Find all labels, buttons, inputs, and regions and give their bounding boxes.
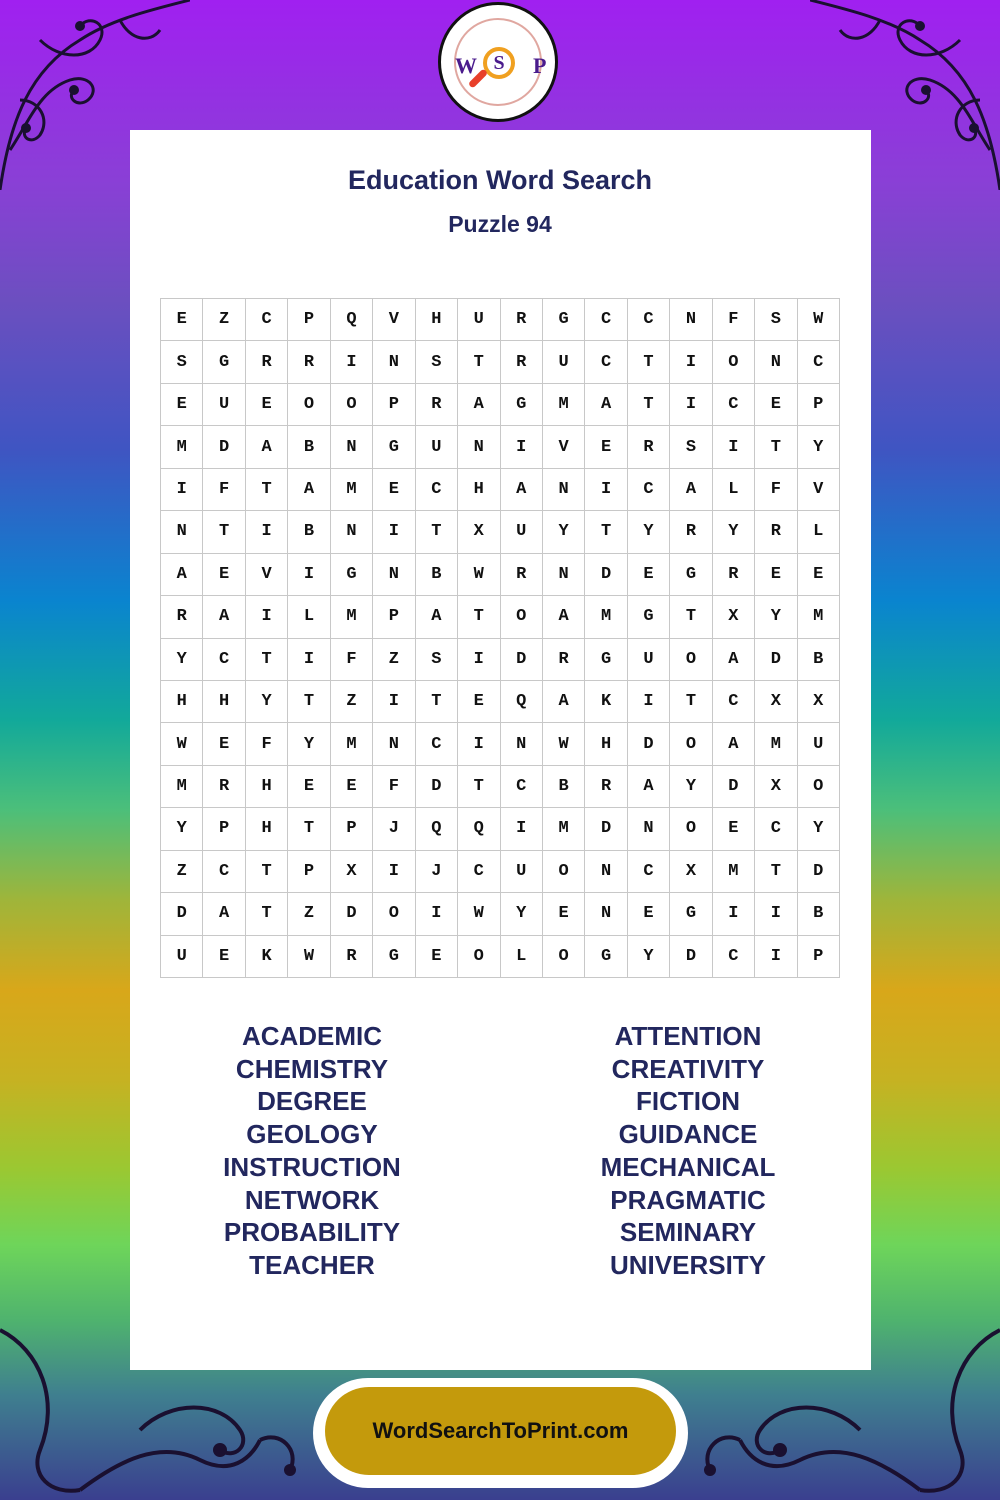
grid-cell[interactable]: S <box>416 341 458 383</box>
grid-cell[interactable]: H <box>203 681 245 723</box>
grid-cell[interactable]: T <box>246 639 288 681</box>
grid-cell[interactable]: Y <box>798 426 840 468</box>
grid-cell[interactable]: G <box>585 936 627 978</box>
grid-cell[interactable]: T <box>458 766 500 808</box>
grid-cell[interactable]: X <box>458 511 500 553</box>
grid-cell[interactable]: C <box>798 341 840 383</box>
grid-cell[interactable]: R <box>501 554 543 596</box>
grid-cell[interactable]: I <box>373 511 415 553</box>
puzzle-title: Education Word Search <box>347 165 653 195</box>
grid-cell[interactable]: C <box>713 681 755 723</box>
grid-cell[interactable]: F <box>373 766 415 808</box>
grid-cell[interactable]: E <box>161 384 203 426</box>
grid-cell[interactable]: S <box>670 426 712 468</box>
grid-cell[interactable]: A <box>416 596 458 638</box>
grid-cell[interactable]: E <box>373 469 415 511</box>
puzzle-subtitle: Puzzle 94 <box>448 211 552 237</box>
grid-cell[interactable]: V <box>246 554 288 596</box>
grid-cell[interactable]: I <box>458 639 500 681</box>
grid-cell[interactable]: I <box>755 893 797 935</box>
grid-cell[interactable]: A <box>713 723 755 765</box>
grid-cell[interactable]: M <box>713 851 755 893</box>
grid-cell[interactable]: D <box>755 639 797 681</box>
grid-cell[interactable]: A <box>670 469 712 511</box>
grid-cell[interactable]: N <box>373 341 415 383</box>
grid-cell[interactable]: C <box>713 384 755 426</box>
grid-cell[interactable]: I <box>288 554 330 596</box>
grid-cell[interactable]: K <box>585 681 627 723</box>
grid-cell[interactable]: U <box>543 341 585 383</box>
grid-cell[interactable]: M <box>161 426 203 468</box>
grid-cell[interactable]: C <box>458 851 500 893</box>
grid-cell[interactable]: R <box>755 511 797 553</box>
grid-cell[interactable]: X <box>331 851 373 893</box>
grid-cell[interactable]: R <box>203 766 245 808</box>
grid-cell[interactable]: F <box>755 469 797 511</box>
grid-cell[interactable]: Y <box>798 808 840 850</box>
grid-cell[interactable]: O <box>670 723 712 765</box>
grid-cell[interactable]: W <box>798 299 840 341</box>
grid-cell[interactable]: Y <box>246 681 288 723</box>
grid-cell[interactable]: P <box>373 596 415 638</box>
grid-cell[interactable]: T <box>670 596 712 638</box>
grid-cell[interactable]: B <box>798 639 840 681</box>
grid-cell[interactable]: R <box>670 511 712 553</box>
grid-cell[interactable]: Q <box>458 808 500 850</box>
grid-cell[interactable]: U <box>501 851 543 893</box>
grid-cell[interactable]: I <box>713 893 755 935</box>
grid-cell[interactable]: O <box>670 639 712 681</box>
grid-cell[interactable]: B <box>543 766 585 808</box>
grid-cell[interactable]: P <box>288 299 330 341</box>
grid-cell[interactable]: I <box>161 469 203 511</box>
grid-cell[interactable]: D <box>501 639 543 681</box>
grid-cell[interactable]: E <box>713 808 755 850</box>
grid-cell[interactable]: I <box>755 936 797 978</box>
word-list-item: FICTION <box>636 1086 740 1117</box>
grid-cell[interactable]: G <box>203 341 245 383</box>
word-list-item: GUIDANCE <box>618 1119 758 1150</box>
grid-cell[interactable]: Z <box>373 639 415 681</box>
grid-cell[interactable]: C <box>713 936 755 978</box>
grid-cell[interactable]: Y <box>628 936 670 978</box>
grid-cell[interactable]: A <box>458 384 500 426</box>
grid-cell[interactable]: Q <box>501 681 543 723</box>
grid-cell[interactable]: D <box>416 766 458 808</box>
grid-cell[interactable]: B <box>288 426 330 468</box>
grid-cell[interactable]: E <box>203 936 245 978</box>
grid-cell[interactable]: Y <box>161 639 203 681</box>
word-list-item: CREATIVITY <box>611 1053 765 1084</box>
grid-cell[interactable]: Z <box>331 681 373 723</box>
grid-cell[interactable]: O <box>288 384 330 426</box>
grid-cell[interactable]: C <box>416 469 458 511</box>
word-list-item: TEACHER <box>249 1249 375 1280</box>
grid-cell[interactable]: F <box>203 469 245 511</box>
word-list-item: DEGREE <box>257 1086 367 1117</box>
word-list-item: MECHANICAL <box>600 1151 776 1182</box>
grid-cell[interactable]: T <box>755 426 797 468</box>
grid-cell[interactable]: P <box>331 808 373 850</box>
grid-cell[interactable]: A <box>543 681 585 723</box>
grid-cell[interactable]: I <box>246 511 288 553</box>
grid-cell[interactable]: G <box>331 554 373 596</box>
grid-cell[interactable]: Y <box>713 511 755 553</box>
grid-cell[interactable]: E <box>246 384 288 426</box>
grid-cell[interactable]: V <box>798 469 840 511</box>
grid-cell[interactable]: E <box>628 554 670 596</box>
grid-cell[interactable]: O <box>670 808 712 850</box>
grid-cell[interactable]: M <box>755 723 797 765</box>
grid-cell[interactable]: R <box>501 299 543 341</box>
grid-cell[interactable]: C <box>628 851 670 893</box>
grid-cell[interactable]: T <box>246 851 288 893</box>
grid-cell[interactable]: D <box>331 893 373 935</box>
grid-cell[interactable]: H <box>585 723 627 765</box>
grid-cell[interactable]: T <box>458 596 500 638</box>
magnifier-icon <box>483 47 515 79</box>
grid-cell[interactable]: U <box>501 511 543 553</box>
grid-cell[interactable]: X <box>755 766 797 808</box>
wsp-logo <box>438 2 558 122</box>
grid-cell[interactable]: C <box>246 299 288 341</box>
word-list-item: ACADEMIC <box>241 1021 383 1051</box>
grid-cell[interactable]: B <box>798 893 840 935</box>
grid-cell[interactable]: W <box>161 723 203 765</box>
grid-cell[interactable]: P <box>288 851 330 893</box>
grid-cell[interactable]: B <box>288 511 330 553</box>
grid-cell[interactable]: S <box>755 299 797 341</box>
grid-cell[interactable]: F <box>246 723 288 765</box>
word-list-item: NETWORK <box>244 1184 380 1215</box>
grid-cell[interactable]: R <box>161 596 203 638</box>
grid-cell[interactable]: O <box>458 936 500 978</box>
word-list-item: PRAGMATIC <box>610 1184 766 1215</box>
grid-cell[interactable]: C <box>203 639 245 681</box>
grid-cell[interactable]: F <box>713 299 755 341</box>
grid-cell[interactable]: C <box>585 299 627 341</box>
grid-cell[interactable]: E <box>203 723 245 765</box>
grid-cell[interactable]: M <box>331 596 373 638</box>
grid-cell[interactable]: E <box>416 936 458 978</box>
grid-cell[interactable]: M <box>331 469 373 511</box>
grid-cell[interactable]: G <box>373 936 415 978</box>
grid-cell[interactable]: A <box>203 596 245 638</box>
grid-cell[interactable]: E <box>798 554 840 596</box>
grid-cell[interactable]: M <box>331 723 373 765</box>
grid-cell[interactable]: N <box>755 341 797 383</box>
grid-cell[interactable]: Y <box>288 723 330 765</box>
grid-cell[interactable]: I <box>501 426 543 468</box>
grid-cell[interactable]: T <box>628 384 670 426</box>
grid-cell[interactable]: T <box>628 341 670 383</box>
grid-cell[interactable]: Y <box>501 893 543 935</box>
grid-cell[interactable]: Y <box>543 511 585 553</box>
grid-cell[interactable]: Z <box>288 893 330 935</box>
grid-cell[interactable]: N <box>543 554 585 596</box>
grid-cell[interactable]: N <box>331 426 373 468</box>
grid-cell[interactable]: I <box>331 341 373 383</box>
grid-cell[interactable]: D <box>585 808 627 850</box>
grid-cell[interactable]: X <box>670 851 712 893</box>
grid-cell[interactable]: R <box>628 426 670 468</box>
grid-cell[interactable]: L <box>713 469 755 511</box>
site-link[interactable]: WordSearchToPrint.com <box>325 1387 676 1475</box>
grid-cell[interactable]: C <box>501 766 543 808</box>
grid-cell[interactable]: N <box>585 893 627 935</box>
grid-cell[interactable]: W <box>458 893 500 935</box>
grid-cell[interactable]: R <box>416 384 458 426</box>
grid-cell[interactable]: M <box>161 766 203 808</box>
grid-cell[interactable]: O <box>543 936 585 978</box>
grid-cell[interactable]: E <box>755 554 797 596</box>
grid-cell[interactable]: T <box>246 469 288 511</box>
grid-cell[interactable]: E <box>161 299 203 341</box>
grid-cell[interactable]: R <box>543 639 585 681</box>
grid-cell[interactable]: X <box>755 681 797 723</box>
grid-cell[interactable]: M <box>798 596 840 638</box>
logo-letter-p: P <box>533 53 547 78</box>
grid-cell[interactable]: L <box>501 936 543 978</box>
grid-cell[interactable]: I <box>501 808 543 850</box>
word-list-item: PROBABILITY <box>223 1217 401 1248</box>
grid-cell[interactable]: Z <box>161 851 203 893</box>
word-list-item: INSTRUCTION <box>223 1151 401 1182</box>
grid-cell[interactable]: D <box>798 851 840 893</box>
grid-cell[interactable]: N <box>373 723 415 765</box>
grid-cell[interactable]: E <box>543 893 585 935</box>
grid-cell[interactable]: O <box>331 384 373 426</box>
grid-cell[interactable]: D <box>713 766 755 808</box>
grid-cell[interactable]: M <box>543 384 585 426</box>
grid-cell[interactable]: A <box>543 596 585 638</box>
grid-cell[interactable]: B <box>416 554 458 596</box>
grid-cell[interactable]: A <box>288 469 330 511</box>
grid-cell[interactable]: N <box>161 511 203 553</box>
grid-cell[interactable]: D <box>670 936 712 978</box>
word-list-item: UNIVERSITY <box>609 1249 767 1280</box>
grid-cell[interactable]: H <box>246 808 288 850</box>
grid-cell[interactable]: O <box>543 851 585 893</box>
grid-cell[interactable]: O <box>713 341 755 383</box>
grid-cell[interactable]: A <box>713 639 755 681</box>
grid-cell[interactable]: D <box>161 893 203 935</box>
grid-cell[interactable]: I <box>373 681 415 723</box>
grid-cell[interactable]: F <box>331 639 373 681</box>
grid-cell[interactable]: A <box>501 469 543 511</box>
grid-cell[interactable]: U <box>458 299 500 341</box>
grid-cell[interactable]: I <box>416 893 458 935</box>
grid-cell[interactable]: I <box>458 723 500 765</box>
grid-cell[interactable]: T <box>458 341 500 383</box>
grid-cell[interactable]: I <box>670 341 712 383</box>
grid-cell[interactable]: W <box>543 723 585 765</box>
grid-cell[interactable]: N <box>458 426 500 468</box>
grid-cell[interactable]: T <box>288 808 330 850</box>
grid-cell[interactable]: L <box>288 596 330 638</box>
grid-cell[interactable]: C <box>755 808 797 850</box>
grid-cell[interactable]: I <box>670 384 712 426</box>
grid-cell[interactable]: Y <box>628 511 670 553</box>
grid-cell[interactable]: S <box>161 341 203 383</box>
word-list-right <box>538 1020 838 1282</box>
grid-cell[interactable]: C <box>416 723 458 765</box>
grid-cell[interactable]: G <box>628 596 670 638</box>
grid-cell[interactable]: N <box>670 299 712 341</box>
grid-cell[interactable]: D <box>203 426 245 468</box>
grid-cell[interactable]: E <box>755 384 797 426</box>
grid-cell[interactable]: N <box>585 851 627 893</box>
grid-cell[interactable]: Y <box>161 808 203 850</box>
grid-cell[interactable]: X <box>798 681 840 723</box>
grid-cell[interactable]: H <box>416 299 458 341</box>
grid-cell[interactable]: D <box>628 723 670 765</box>
logo-letter-s: S <box>493 52 505 74</box>
grid-cell[interactable]: G <box>373 426 415 468</box>
grid-cell[interactable]: T <box>670 681 712 723</box>
grid-cell[interactable]: A <box>585 384 627 426</box>
grid-cell[interactable]: U <box>203 384 245 426</box>
grid-cell[interactable]: N <box>331 511 373 553</box>
grid-cell[interactable]: T <box>416 681 458 723</box>
grid-cell[interactable]: U <box>628 639 670 681</box>
grid-cell[interactable]: D <box>585 554 627 596</box>
grid-cell[interactable]: I <box>246 596 288 638</box>
logo-letter-w: W <box>455 53 477 78</box>
grid-cell[interactable]: Q <box>331 299 373 341</box>
grid-cell[interactable]: T <box>585 511 627 553</box>
grid-cell[interactable]: M <box>585 596 627 638</box>
grid-cell[interactable]: E <box>288 766 330 808</box>
grid-cell[interactable]: G <box>501 384 543 426</box>
grid-cell[interactable]: T <box>246 893 288 935</box>
grid-cell[interactable]: T <box>203 511 245 553</box>
word-list-item: GEOLOGY <box>246 1119 378 1150</box>
grid-cell[interactable]: C <box>628 299 670 341</box>
word-list-item: ATTENTION <box>614 1021 762 1051</box>
grid-cell[interactable]: N <box>543 469 585 511</box>
word-list-left <box>162 1020 462 1282</box>
letter-grid <box>160 298 840 978</box>
footer-badge <box>313 1378 688 1488</box>
grid-cell[interactable]: T <box>416 511 458 553</box>
grid-cell[interactable]: G <box>543 299 585 341</box>
grid-cell[interactable]: P <box>373 384 415 426</box>
grid-cell[interactable]: T <box>288 681 330 723</box>
grid-cell[interactable]: R <box>585 766 627 808</box>
grid-cell[interactable]: R <box>331 936 373 978</box>
word-list-item: CHEMISTRY <box>235 1053 389 1084</box>
grid-cell[interactable]: I <box>373 851 415 893</box>
grid-cell[interactable]: Q <box>416 808 458 850</box>
grid-cell[interactable]: P <box>798 936 840 978</box>
grid-cell[interactable]: P <box>798 384 840 426</box>
grid-cell[interactable]: R <box>246 341 288 383</box>
grid-cell[interactable]: N <box>501 723 543 765</box>
grid-cell[interactable]: R <box>713 554 755 596</box>
grid-cell[interactable]: M <box>543 808 585 850</box>
grid-cell[interactable]: J <box>416 851 458 893</box>
grid-cell[interactable]: A <box>203 893 245 935</box>
grid-cell[interactable]: I <box>585 469 627 511</box>
grid-cell[interactable]: I <box>628 681 670 723</box>
grid-cell[interactable]: C <box>203 851 245 893</box>
grid-cell[interactable]: L <box>798 511 840 553</box>
grid-cell[interactable]: R <box>288 341 330 383</box>
grid-cell[interactable]: I <box>288 639 330 681</box>
grid-cell[interactable]: H <box>458 469 500 511</box>
grid-cell[interactable]: H <box>246 766 288 808</box>
grid-cell[interactable]: H <box>161 681 203 723</box>
grid-cell[interactable]: A <box>246 426 288 468</box>
grid-cell[interactable]: W <box>288 936 330 978</box>
grid-cell[interactable]: W <box>458 554 500 596</box>
grid-cell[interactable]: U <box>416 426 458 468</box>
grid-cell[interactable]: U <box>798 723 840 765</box>
grid-cell[interactable]: O <box>373 893 415 935</box>
grid-cell[interactable]: Y <box>670 766 712 808</box>
word-list-item: SEMINARY <box>619 1217 757 1248</box>
grid-cell[interactable]: S <box>416 639 458 681</box>
grid-cell[interactable]: E <box>458 681 500 723</box>
grid-cell[interactable]: V <box>543 426 585 468</box>
grid-cell[interactable]: V <box>373 299 415 341</box>
grid-cell[interactable]: A <box>161 554 203 596</box>
grid-cell[interactable]: K <box>246 936 288 978</box>
grid-cell[interactable]: E <box>585 426 627 468</box>
grid-cell[interactable]: Z <box>203 299 245 341</box>
grid-cell[interactable]: U <box>161 936 203 978</box>
grid-cell[interactable]: I <box>713 426 755 468</box>
grid-cell[interactable]: G <box>670 893 712 935</box>
grid-cell[interactable]: C <box>585 341 627 383</box>
grid-cell[interactable]: A <box>628 766 670 808</box>
grid-cell[interactable]: J <box>373 808 415 850</box>
grid-cell[interactable]: X <box>713 596 755 638</box>
grid-cell[interactable]: E <box>628 893 670 935</box>
grid-cell[interactable]: G <box>670 554 712 596</box>
grid-cell[interactable]: G <box>585 639 627 681</box>
grid-cell[interactable]: P <box>203 808 245 850</box>
grid-cell[interactable]: O <box>798 766 840 808</box>
grid-cell[interactable]: O <box>501 596 543 638</box>
grid-cell[interactable]: E <box>203 554 245 596</box>
grid-cell[interactable]: R <box>501 341 543 383</box>
grid-cell[interactable]: Y <box>755 596 797 638</box>
grid-cell[interactable]: N <box>373 554 415 596</box>
grid-cell[interactable]: E <box>331 766 373 808</box>
grid-cell[interactable]: T <box>755 851 797 893</box>
grid-cell[interactable]: N <box>628 808 670 850</box>
grid-cell[interactable]: C <box>628 469 670 511</box>
